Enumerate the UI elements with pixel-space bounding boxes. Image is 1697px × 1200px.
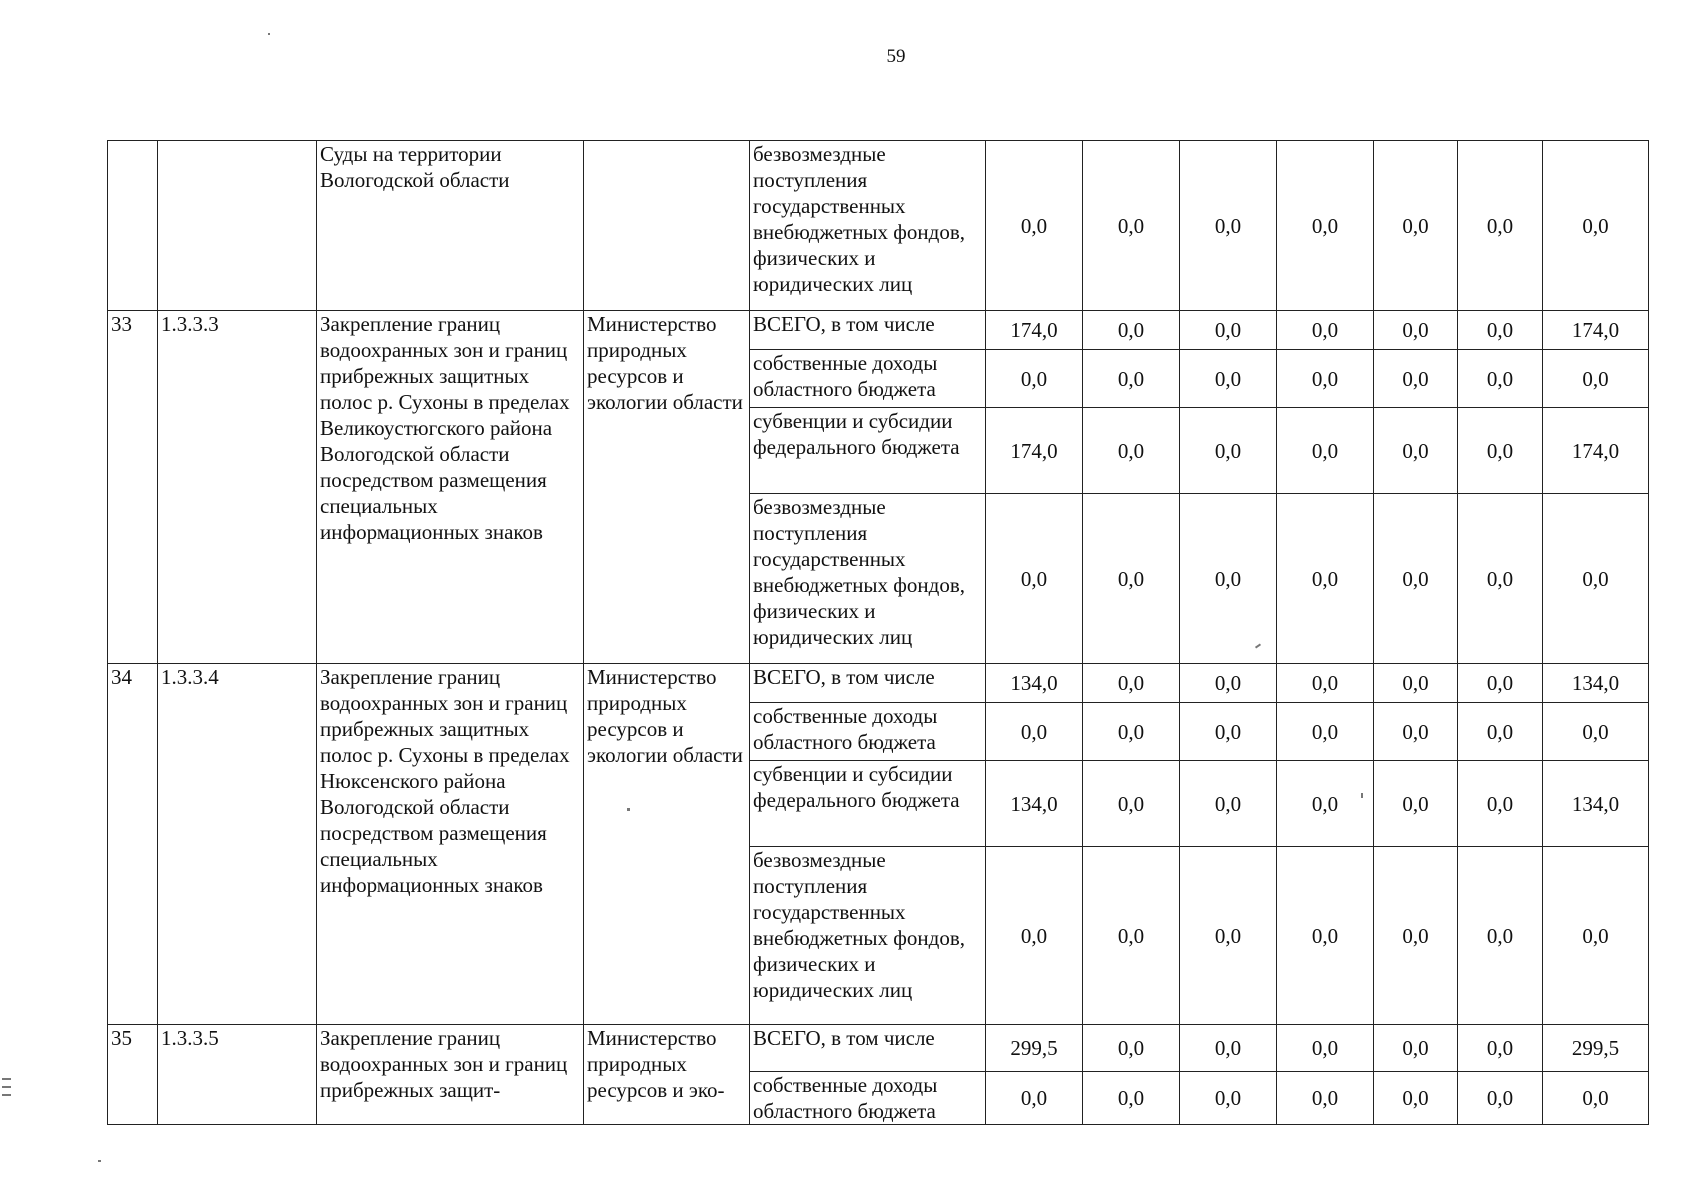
amount-cell: 0,0 [1083, 1072, 1180, 1125]
activity-name-cell: Суды на территории Вологодской области [317, 141, 584, 311]
amount-cell: 0,0 [1180, 847, 1277, 1025]
amount-cell: 0,0 [1180, 494, 1277, 664]
amount-cell: 0,0 [1458, 703, 1543, 761]
amount-cell: 0,0 [1543, 350, 1649, 408]
amount-cell: 0,0 [1458, 664, 1543, 703]
amount-cell: 0,0 [1180, 311, 1277, 350]
amount-cell: 0,0 [1083, 761, 1180, 847]
amount-cell: 0,0 [986, 350, 1083, 408]
amount-cell: 0,0 [1458, 847, 1543, 1025]
table-row [108, 141, 1649, 311]
amount-cell: 134,0 [986, 761, 1083, 847]
amount-cell: 0,0 [1180, 1072, 1277, 1125]
amount-cell: 0,0 [1180, 350, 1277, 408]
amount-cell: 0,0 [1458, 761, 1543, 847]
amount-cell: 0,0 [1083, 664, 1180, 703]
scan-speck [98, 1160, 101, 1162]
amount-cell: 0,0 [1277, 847, 1374, 1025]
amount-cell: 0,0 [1180, 703, 1277, 761]
row-number-cell: 35 [108, 1025, 158, 1125]
amount-cell: 0,0 [1277, 494, 1374, 664]
amount-cell: 0,0 [1277, 664, 1374, 703]
table-row [108, 1025, 1649, 1072]
amount-cell: 0,0 [986, 847, 1083, 1025]
scan-speck [627, 808, 630, 811]
amount-cell: 0,0 [1083, 847, 1180, 1025]
amount-cell: 0,0 [1180, 141, 1277, 311]
amount-cell: 0,0 [1277, 761, 1374, 847]
amount-cell: 0,0 [1458, 1025, 1543, 1072]
funding-source-cell: ВСЕГО, в том числе [750, 1025, 986, 1072]
amount-cell: 0,0 [1083, 350, 1180, 408]
funding-source-cell: собственные доходы областного бюджета [750, 350, 986, 408]
amount-cell: 174,0 [986, 311, 1083, 350]
amount-cell: 174,0 [1543, 408, 1649, 494]
amount-cell: 0,0 [1543, 847, 1649, 1025]
amount-cell: 0,0 [1277, 1072, 1374, 1125]
amount-cell: 134,0 [1543, 761, 1649, 847]
funding-source-cell: ВСЕГО, в том числе [750, 311, 986, 350]
scan-speck [268, 33, 270, 35]
amount-cell: 174,0 [986, 408, 1083, 494]
amount-cell: 134,0 [986, 664, 1083, 703]
table-row [108, 311, 1649, 350]
amount-cell: 0,0 [1458, 1072, 1543, 1125]
activity-name-cell: Закрепление границ водоохранных зон и границ прибрежных защит- [317, 1025, 584, 1125]
amount-cell: 0,0 [1180, 761, 1277, 847]
funding-source-cell: субвенции и субсидии федерального бюджета [750, 761, 986, 847]
amount-cell: 0,0 [1543, 494, 1649, 664]
amount-cell: 0,0 [1083, 703, 1180, 761]
funding-source-cell: субвенции и субсидии федерального бюджета [750, 408, 986, 494]
amount-cell: 0,0 [1543, 1072, 1649, 1125]
activity-name-cell: Закрепление границ водоохранных зон и границ прибрежных защитных полос р. Сухоны в пределах Великоустюгского района Вологодской области посредством размещения специальных информационных знаков [317, 311, 584, 664]
amount-cell: 0,0 [1374, 141, 1458, 311]
amount-cell: 0,0 [1458, 494, 1543, 664]
executor-cell: Министерство природных ресурсов и экологии области [584, 311, 750, 664]
amount-cell: 0,0 [1374, 1072, 1458, 1125]
amount-cell: 0,0 [1180, 1025, 1277, 1072]
activity-name-cell: Закрепление границ водоохранных зон и границ прибрежных защитных полос р. Сухоны в пределах Нюксенского района Вологодской области посредством размещения специальных информационных знаков [317, 664, 584, 1025]
amount-cell: 0,0 [1458, 141, 1543, 311]
scan-speck [2, 1094, 11, 1096]
amount-cell: 0,0 [1277, 350, 1374, 408]
amount-cell: 0,0 [1374, 761, 1458, 847]
funding-source-cell: собственные доходы областного бюджета [750, 703, 986, 761]
scan-speck [2, 1078, 11, 1080]
amount-cell: 0,0 [986, 1072, 1083, 1125]
amount-cell: 0,0 [986, 141, 1083, 311]
scan-speck [1361, 793, 1363, 798]
amount-cell: 0,0 [1458, 408, 1543, 494]
table-row [108, 664, 1649, 703]
amount-cell: 134,0 [1543, 664, 1649, 703]
funding-source-cell: безвозмездные поступления государственных внебюджетных фондов, физических и юридических лиц [750, 847, 986, 1025]
amount-cell: 0,0 [1458, 350, 1543, 408]
amount-cell: 0,0 [1083, 311, 1180, 350]
amount-cell: 0,0 [1277, 141, 1374, 311]
executor-cell [584, 141, 750, 311]
row-number-cell: 34 [108, 664, 158, 1025]
code-cell: 1.3.3.3 [158, 311, 317, 664]
amount-cell: 0,0 [1374, 408, 1458, 494]
amount-cell: 0,0 [1374, 847, 1458, 1025]
funding-source-cell: ВСЕГО, в том числе [750, 664, 986, 703]
amount-cell: 0,0 [1277, 703, 1374, 761]
amount-cell: 299,5 [986, 1025, 1083, 1072]
budget-table [107, 140, 1649, 1125]
amount-cell: 0,0 [1374, 494, 1458, 664]
code-cell: 1.3.3.5 [158, 1025, 317, 1125]
amount-cell: 0,0 [1277, 311, 1374, 350]
amount-cell: 0,0 [1180, 664, 1277, 703]
amount-cell: 0,0 [1374, 703, 1458, 761]
amount-cell: 0,0 [1374, 664, 1458, 703]
funding-source-cell: собственные доходы областного бюджета [750, 1072, 986, 1125]
amount-cell: 0,0 [1083, 141, 1180, 311]
row-number-cell [108, 141, 158, 311]
amount-cell: 0,0 [1543, 141, 1649, 311]
amount-cell: 0,0 [1180, 408, 1277, 494]
funding-source-cell: безвозмездные поступления государственных внебюджетных фондов, физических и юридических лиц [750, 141, 986, 311]
row-number-cell: 33 [108, 311, 158, 664]
amount-cell: 0,0 [1083, 494, 1180, 664]
amount-cell: 0,0 [1277, 1025, 1374, 1072]
funding-source-cell: безвозмездные поступления государственных внебюджетных фондов, физических и юридических лиц [750, 494, 986, 664]
amount-cell: 0,0 [1374, 311, 1458, 350]
amount-cell: 0,0 [1374, 350, 1458, 408]
code-cell [158, 141, 317, 311]
executor-cell: Министерство природных ресурсов и экологии области [584, 664, 750, 1025]
page-number: 59 [886, 46, 906, 67]
amount-cell: 0,0 [1083, 408, 1180, 494]
amount-cell: 0,0 [1458, 311, 1543, 350]
scan-speck [2, 1086, 11, 1088]
executor-cell: Министерство природных ресурсов и эко- [584, 1025, 750, 1125]
code-cell: 1.3.3.4 [158, 664, 317, 1025]
amount-cell: 0,0 [986, 703, 1083, 761]
amount-cell: 0,0 [1374, 1025, 1458, 1072]
amount-cell: 0,0 [986, 494, 1083, 664]
amount-cell: 0,0 [1277, 408, 1374, 494]
amount-cell: 0,0 [1083, 1025, 1180, 1072]
amount-cell: 174,0 [1543, 311, 1649, 350]
amount-cell: 0,0 [1543, 703, 1649, 761]
amount-cell: 299,5 [1543, 1025, 1649, 1072]
